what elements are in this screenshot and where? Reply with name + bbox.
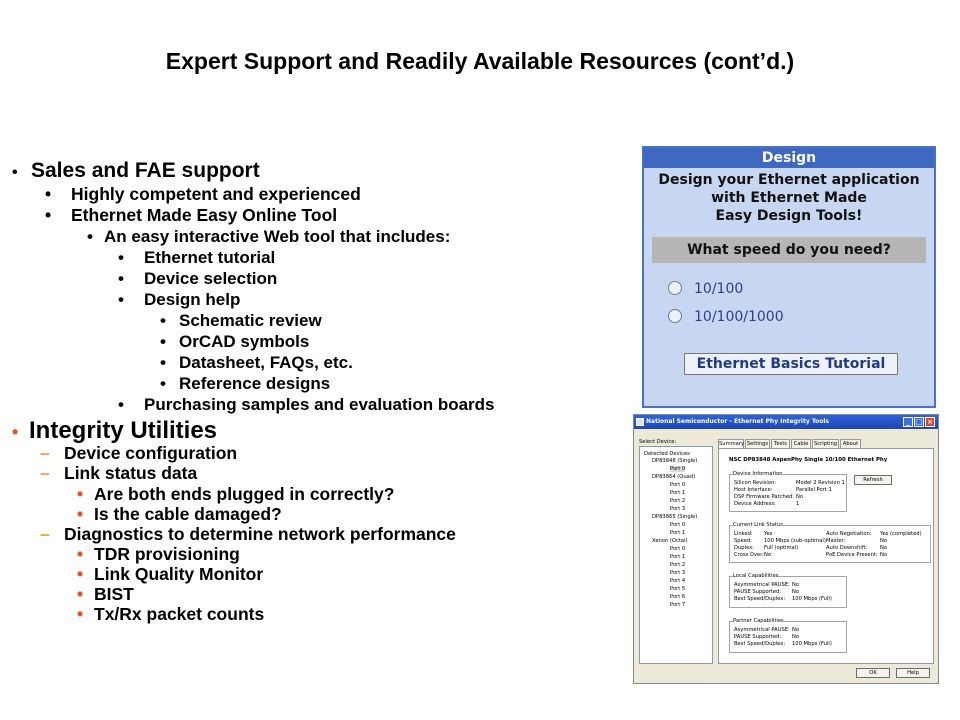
bullet-l3: • Tx/Rx packet counts <box>77 604 265 624</box>
bullet-l5: • OrCAD symbols <box>160 332 310 351</box>
field-value: No <box>792 582 800 588</box>
field-value: No <box>792 634 800 640</box>
help-button[interactable]: Help <box>896 668 930 678</box>
tree-item[interactable]: DP83864 (Quad) <box>652 474 696 480</box>
design-tool-panel <box>642 146 936 408</box>
bullet-l3: • BIST <box>77 584 134 604</box>
tree-item[interactable]: Port 5 <box>670 586 686 592</box>
tree-item[interactable]: Port 1 <box>670 490 686 496</box>
field-value: No <box>880 552 888 558</box>
tab-about[interactable]: About <box>840 439 861 448</box>
summary-panel <box>718 448 934 664</box>
design-header: Design <box>644 148 934 168</box>
option-label: 10/100/1000 <box>694 309 784 325</box>
window-title: National Semiconductor - Ethernet Phy Integrity Tools <box>646 418 829 425</box>
minimize-icon[interactable]: _ <box>903 417 913 427</box>
tree-item-selected[interactable]: Port 0 <box>670 466 686 472</box>
field-label: Asymmetrical PAUSE: <box>734 627 790 633</box>
app-icon <box>636 418 644 426</box>
tree-item[interactable]: Port 2 <box>670 498 686 504</box>
option-label: 10/100 <box>694 281 744 297</box>
bullet-l3: • TDR provisioning <box>77 544 240 564</box>
bullet-l2: – Diagnostics to determine network performance <box>40 524 456 544</box>
field-value: Model 2 Revision 1 <box>796 480 845 486</box>
field-label: PAUSE Supported: <box>734 589 782 595</box>
bullet-l5: • Schematic review <box>160 311 322 330</box>
tab-settings[interactable]: Settings <box>746 441 769 447</box>
device-tree[interactable] <box>639 446 713 664</box>
ok-button[interactable]: OK <box>856 668 890 678</box>
bullet-l5: • Reference designs <box>160 374 331 393</box>
field-value: 1 <box>796 501 800 507</box>
partner-capabilities-group <box>729 618 847 653</box>
field-value: 100 Mbps (Full) <box>792 641 832 647</box>
bullet-l2: – Link status data <box>40 463 198 483</box>
radio-icon[interactable] <box>668 281 682 295</box>
tree-item[interactable]: Port 4 <box>670 578 686 584</box>
field-value: Full (optimal) <box>764 545 799 551</box>
group-heading: Current Link Status <box>733 522 783 528</box>
speed-question: What speed do you need? <box>652 237 926 263</box>
tree-item[interactable]: DP83865 (Single) <box>652 514 698 520</box>
field-label: Linked: <box>734 531 753 537</box>
bullet-l3: • Are both ends plugged in correctly? <box>77 484 395 504</box>
field-value: 100 Mbps (Full) <box>792 596 832 602</box>
tree-item[interactable]: Detected Devices <box>644 451 690 457</box>
window-titlebar <box>634 415 938 429</box>
field-value: Parallel Port 1 <box>796 487 832 493</box>
field-label: Master: <box>826 538 846 544</box>
ethernet-basics-tutorial-button[interactable]: Ethernet Basics Tutorial <box>684 353 898 375</box>
field-value: Yes <box>764 531 773 537</box>
field-label: Device Address: <box>734 501 776 507</box>
field-value: 100 Mbps (sub-optimal) <box>764 538 826 544</box>
bullet-l3: • Is the cable damaged? <box>77 504 282 524</box>
tree-item[interactable]: Xenon (Octal) <box>652 538 688 544</box>
bullet-l1: • Sales and FAE support <box>12 159 260 182</box>
close-icon[interactable]: × <box>925 417 935 427</box>
tree-item[interactable]: Port 0 <box>670 522 686 528</box>
design-message-line: Easy Design Tools! <box>715 208 863 224</box>
design-message-line: with Ethernet Made <box>711 190 867 206</box>
slide-title: Expert Support and Readily Available Resources (cont’d.) <box>165 48 795 74</box>
field-value: No <box>792 627 800 633</box>
field-value: No <box>764 552 772 558</box>
maximize-icon[interactable]: □ <box>915 418 923 426</box>
tree-item[interactable]: Port 7 <box>670 602 686 608</box>
tree-item[interactable]: Port 0 <box>670 482 686 488</box>
integrity-tools-window <box>633 414 939 684</box>
tree-item[interactable]: DP83848 (Single) <box>652 458 698 464</box>
tree-item[interactable]: Port 0 <box>670 546 686 552</box>
field-value: No <box>880 545 888 551</box>
bullet-l2: – Device configuration <box>40 443 238 463</box>
tree-item[interactable]: Port 3 <box>670 570 686 576</box>
field-value: No <box>796 494 804 500</box>
speed-option-10-100[interactable] <box>668 281 743 297</box>
bullet-l4: • Purchasing samples and evaluation boards <box>118 395 495 414</box>
field-label: Duplex: <box>734 545 754 551</box>
field-label: Silicon Revision: <box>734 480 777 486</box>
field-value: No <box>792 589 800 595</box>
field-label: Asymmetrical PAUSE: <box>734 582 790 588</box>
bullet-l3: • An easy interactive Web tool that includes: <box>87 227 451 246</box>
field-label: PAUSE Supported: <box>734 634 782 640</box>
tab-scripting[interactable]: Scripting <box>813 441 838 447</box>
bullet-l2: • Highly competent and experienced <box>45 184 361 204</box>
device-name: NSC DP83848 AspenPhy Single 10/100 Ethernet Phy <box>729 457 888 463</box>
link-status-group <box>729 522 931 563</box>
tab-cable[interactable]: Cable <box>791 439 811 448</box>
bullet-l4: • Device selection <box>118 269 278 288</box>
field-label: Best Speed/Duplex: <box>734 596 786 602</box>
design-message-line: Design your Ethernet application <box>658 172 920 188</box>
field-label: Auto Downshift: <box>826 545 868 551</box>
refresh-button[interactable]: Refresh <box>854 475 892 485</box>
group-heading: Partner Capabilities <box>733 618 784 624</box>
bullet-l3: • Link Quality Monitor <box>77 564 264 584</box>
tree-item[interactable]: Port 1 <box>670 530 686 536</box>
device-info-group <box>729 471 847 512</box>
bullet-l2: • Ethernet Made Easy Online Tool <box>45 205 338 225</box>
bullet-l5: • Datasheet, FAQs, etc. <box>160 353 353 372</box>
field-label: DSP Firmware Patched: <box>734 494 794 500</box>
group-heading: Device Information <box>733 471 783 477</box>
tree-item[interactable]: Port 6 <box>670 594 686 600</box>
tab-summary[interactable]: Summary <box>719 441 745 447</box>
field-label: PoE Device Present: <box>826 552 878 558</box>
field-label: Cross Over: <box>734 552 765 558</box>
field-label: Host Interface: <box>734 487 773 493</box>
bullet-l4: • Ethernet tutorial <box>118 248 276 267</box>
tree-item[interactable]: Port 2 <box>670 562 686 568</box>
field-label: Speed: <box>734 538 753 544</box>
field-value: No <box>880 538 888 544</box>
tree-item[interactable]: Port 3 <box>670 506 686 512</box>
group-heading: Local Capabilities <box>733 573 779 579</box>
bullet-l4: • Design help <box>118 290 241 309</box>
field-label: Best Speed/Duplex: <box>734 641 786 647</box>
tab-tests[interactable]: Tests <box>771 439 790 448</box>
local-capabilities-group <box>729 573 847 608</box>
select-device-label: Select Device: <box>639 439 677 445</box>
tree-item[interactable]: Port 1 <box>670 554 686 560</box>
field-value: Yes (completed) <box>880 531 922 537</box>
radio-icon[interactable] <box>668 309 682 323</box>
bullet-l1: • Integrity Utilities <box>12 417 218 444</box>
field-label: Auto Negotiation: <box>826 531 872 537</box>
design-message <box>644 171 934 225</box>
speed-option-10-100-1000[interactable] <box>668 309 784 325</box>
